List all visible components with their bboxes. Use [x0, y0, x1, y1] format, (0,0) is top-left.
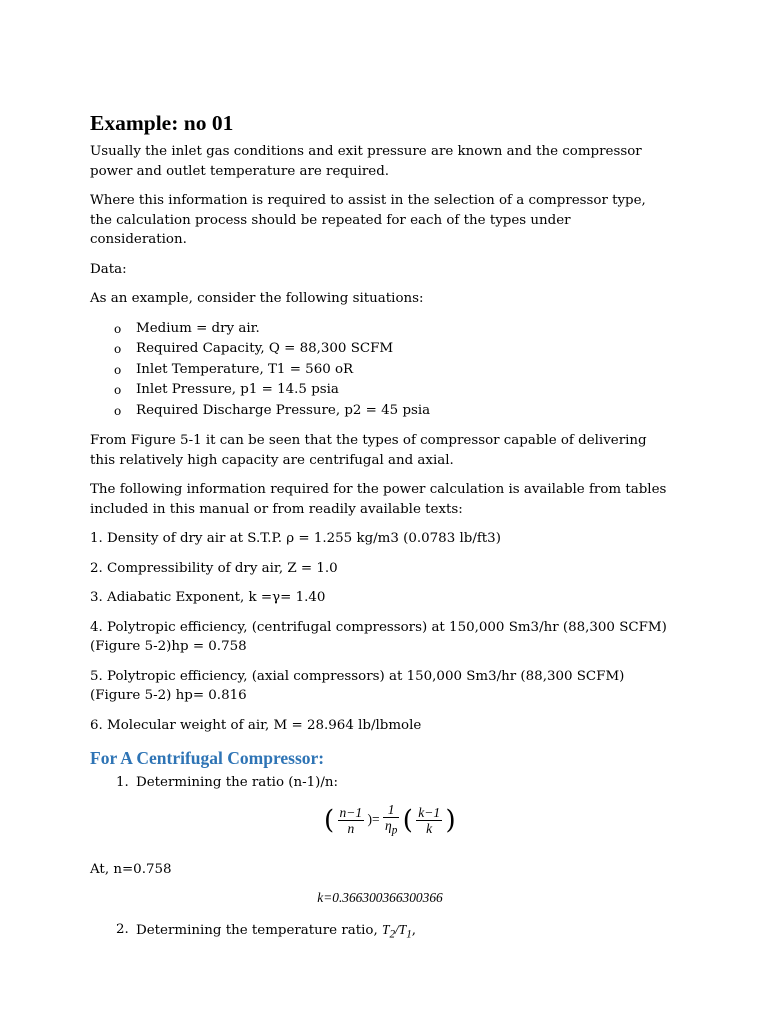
step-text: Determining the ratio (n-1)/n: [136, 775, 339, 791]
k-result: k=0.366300366300366 [317, 889, 443, 905]
numbered-item-3: 3. Adiabatic Exponent, k =γ= 1.40 [90, 590, 326, 606]
list-item: o Inlet Temperature, T1 = 560 oR [90, 360, 670, 381]
step-2: 2. Determining the temperature ratio, $T_2/T_1$, [116, 921, 417, 941]
numbered-item-6: 6. Molecular weight of air, M = 28.964 lb/lbmole [90, 717, 422, 733]
info-paragraph: The following information required for the power calculation is available from tables included in this manual or from readily available texts: [90, 482, 667, 517]
page-title: Example: no 01 [90, 111, 234, 135]
ratio-formula: ( $\frac{n-1}{n}$ )= $\frac{1}{\eta_p}$ ( $\frac{k-1}{k}$ ) [324, 802, 456, 838]
numbered-item-2: 2. Compressibility of dry air, Z = 1.0 [90, 560, 338, 576]
data-label: Data: [90, 261, 127, 277]
example-paragraph: As an example, consider the following situations: [90, 291, 424, 306]
temperature-ratio: $T_2/T_1$ [382, 921, 412, 941]
numbered-item-5: 5. Polytropic efficiency, (axial compressors) at 150,000 Sm3/hr (88,300 SCFM) (Figure 5-2) hp= 0.816 [90, 668, 625, 704]
selection-paragraph: Where this information is required to assist in the selection of a compressor type, the calculation process should be repeated for each of the types under consideration. [90, 193, 646, 247]
bullet-marker: o [114, 362, 122, 377]
document-page [90, 110, 670, 945]
bullet-marker: o [114, 321, 122, 336]
lhs-fraction: $\frac{n-1}{n}$ [339, 804, 363, 836]
section-heading: For A Centrifugal Compressor: [90, 748, 325, 769]
list-item: o Required Capacity, Q = 88,300 SCFM [90, 339, 670, 360]
list-item: o Medium = dry air. [90, 319, 670, 340]
figure-paragraph: From Figure 5-1 it can be seen that the types of compressor capable of delivering this relatively high capacity are centrifugal and axial. [90, 433, 647, 468]
conditions-list [90, 319, 670, 422]
eta-fraction: $\frac{1}{\eta_p}$ [385, 802, 398, 838]
rhs-fraction: $\frac{k-1}{k}$ [418, 804, 441, 836]
list-item: o Inlet Pressure, p1 = 14.5 psia [90, 380, 670, 401]
equals-sign: )= [367, 811, 380, 827]
bullet-marker: o [114, 383, 122, 398]
numbered-item-4: 4. Polytropic efficiency, (centrifugal compressors) at 150,000 Sm3/hr (88,300 SCFM) (Figure 5-2)hp = 0.758 [90, 619, 667, 655]
intro-paragraph: Usually the inlet gas conditions and exit pressure are known and the compressor power and outlet temperature are required. [90, 144, 642, 179]
at-line: At, n=0.758 [90, 862, 172, 878]
bullet-marker: o [114, 342, 122, 357]
step-text: Determining the temperature ratio, [136, 922, 382, 938]
list-item: o Required Discharge Pressure, p2 = 45 psia [90, 401, 670, 422]
step-1 [90, 773, 670, 792]
bullet-marker: o [114, 403, 122, 418]
step-number: 1. [116, 775, 129, 791]
numbered-item-1: 1. Density of dry air at S.T.P. ρ = 1.255 kg/m3 (0.0783 lb/ft3) [90, 531, 501, 547]
step-number: 2. [116, 921, 129, 937]
